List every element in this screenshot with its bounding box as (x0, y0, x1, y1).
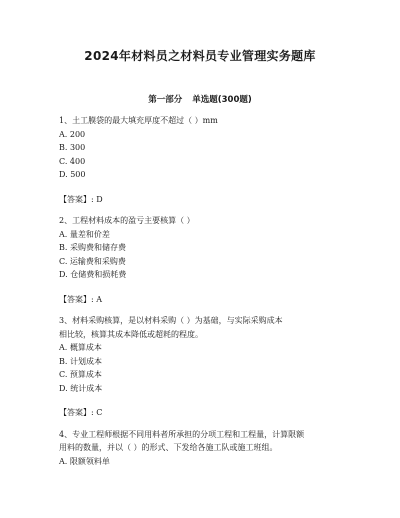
option-a: A. 200 (59, 129, 86, 139)
question-3 (59, 314, 359, 420)
document-title: 2024年材料员之材料员专业管理实务题库 (84, 49, 316, 63)
question-stem: 1、土工膜袋的最大填充厚度不超过（ ）mm (59, 116, 218, 125)
question-list (59, 114, 359, 468)
option-b: B. 计划成本 (59, 356, 102, 366)
option-a: A. 限额领料单 (59, 456, 110, 466)
option-d: D. 统计成本 (59, 383, 103, 393)
option-c: C. 预算成本 (59, 370, 102, 379)
answer-line: 【答案】: A (59, 294, 103, 304)
question-2 (59, 214, 359, 306)
option-c: C. 运输费和采购费 (59, 256, 126, 266)
option-d: D. 仓储费和损耗费 (59, 270, 127, 279)
question-stem: 3、材料采购核算，是以材料采购（ ）为基础，与实际采购成本 (59, 316, 283, 325)
option-d: D. 500 (59, 170, 86, 179)
option-c: C. 400 (59, 156, 86, 166)
question-4 (59, 428, 359, 469)
question-stem-continued: 相比较，核算其成本降低或超耗的程度。 (59, 329, 203, 339)
section-part: 第一部分 (148, 95, 183, 105)
question-stem: 2、工程材料成本的盈亏主要核算（ ） (59, 216, 195, 225)
option-b: B. 300 (59, 143, 86, 152)
question-1 (59, 114, 359, 206)
question-stem: 4、专业工程师根据不同用料者所承担的分项工程和工程量，计算限额 (59, 429, 305, 439)
section-heading (0, 93, 400, 105)
section-name: 单选题(300题) (192, 95, 252, 105)
answer-line: 【答案】: C (59, 408, 103, 417)
option-a: A. 概算成本 (59, 343, 102, 352)
option-a: A. 量差和价差 (59, 229, 110, 239)
answer-line: 【答案】: D (59, 194, 103, 204)
option-b: B. 采购费和储存费 (59, 243, 126, 252)
question-stem-continued: 用料的数量，并以（ ）的形式、下发给各施工队或施工班组。 (59, 443, 278, 452)
